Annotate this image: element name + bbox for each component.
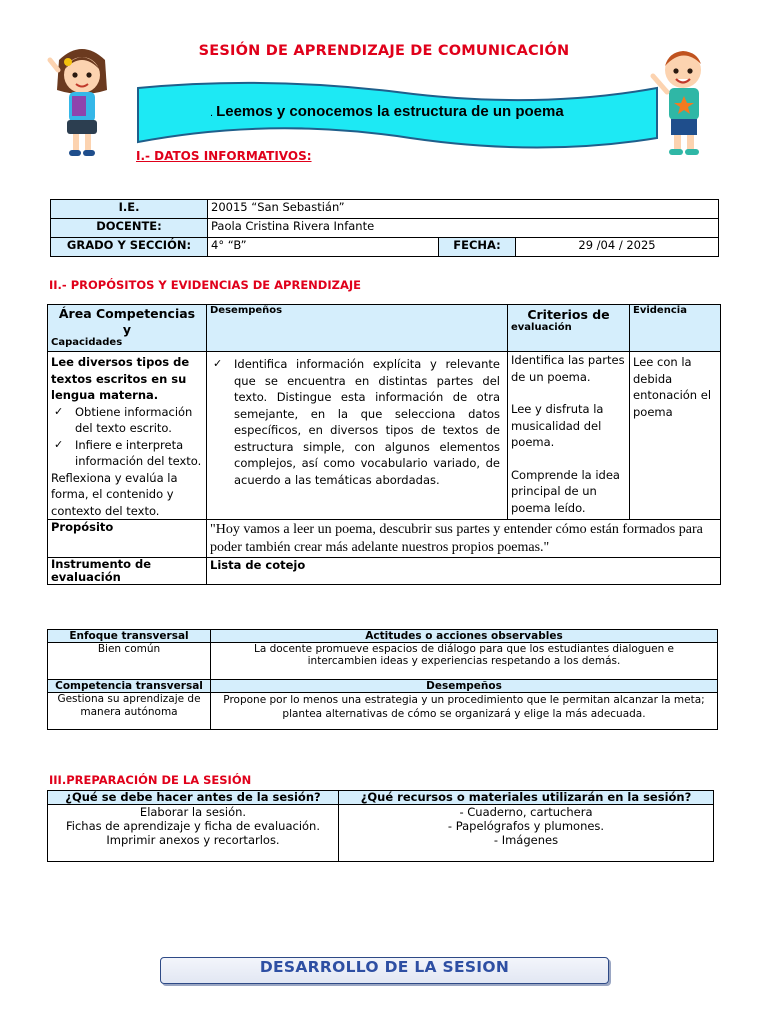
- preparacion-table: [47, 790, 714, 862]
- competencia-text: Lee diversos tipos de textos escritos en su lengua materna.: [51, 355, 190, 402]
- instrumento-value: Lista de cotejo: [207, 558, 721, 585]
- datos-table: [50, 199, 719, 257]
- criterio-item: Lee y disfruta la musicalidad del poema.: [511, 402, 604, 449]
- proposito-text: "Hoy vamos a leer un poema, descubrir sus partes y entender cómo están formados para poder también crear más adelante nuestros propios poemas.": [207, 520, 721, 558]
- instrumento-label: Instrumento de evaluación: [48, 558, 207, 585]
- page-title: SESIÓN DE APRENDIZAJE DE COMUNICACIÓN: [198, 43, 570, 59]
- list-item: ✓ Infiere e interpreta información del texto.: [51, 437, 203, 470]
- desarrollo-heading: DESARROLLO DE LA SESION: [259, 958, 510, 976]
- ie-value: 20015 “San Sebastián”: [208, 200, 719, 219]
- table-row: [48, 693, 718, 730]
- fecha-value: 29 /04 / 2025: [516, 238, 719, 257]
- criterios-header-line2: evaluación: [511, 322, 572, 333]
- table-row: [51, 238, 719, 257]
- table-row: [48, 643, 718, 680]
- criterios-header-line1: Criterios de: [527, 307, 610, 322]
- table-row: [48, 305, 721, 352]
- table-row: [48, 630, 718, 643]
- capacidades-cell: [48, 352, 207, 520]
- table-row: [51, 219, 719, 238]
- banner-dot: .: [210, 107, 214, 119]
- table-row: [48, 352, 721, 520]
- list-item: - Imágenes: [493, 833, 559, 847]
- area-header: [48, 305, 207, 352]
- competencia-transversal-value: Gestiona su aprendizaje de manera autónoma: [48, 693, 211, 730]
- desarrollo-heading-box: [160, 957, 609, 984]
- table-row: [48, 791, 714, 805]
- antes-cell: [48, 805, 339, 862]
- recursos-header: ¿Qué recursos o materiales utilizarán en la sesión?: [339, 791, 714, 805]
- capacidad-extra: Reflexiona y evalúa la forma, el contenido y contexto del texto.: [51, 470, 178, 518]
- list-item: Imprimir anexos y recortarlos.: [106, 833, 280, 847]
- list-item: ✓ Identifica información explícita y relevante que se encuentra en distintas partes del texto. Distingue esta información de otra semejante, en la que selecciona datos específicos, en diversos tipos de textos de estructura simple, con algunos elementos complejos, así como vocabulario variado, de acuerdo a las temáticas abordadas.: [210, 356, 504, 488]
- antes-header: ¿Qué se debe hacer antes de la sesión?: [48, 791, 339, 805]
- enfoque-table: [47, 629, 718, 730]
- section-datos-heading: I.- DATOS INFORMATIVOS:: [136, 149, 312, 163]
- ie-label: I.E.: [51, 200, 208, 219]
- competencia-transversal-header: Competencia transversal: [48, 680, 211, 693]
- desempenos-transversal-value: Propone por lo menos una estrategia y un procedimiento que le permitan alcanzar la meta; plantea alternativas de cómo se organizará y elige la más adecuada.: [211, 693, 718, 730]
- area-header-line3: Capacidades: [51, 337, 123, 348]
- fecha-label: FECHA:: [439, 238, 516, 257]
- desempeno-cell: [207, 352, 508, 520]
- area-header-line1: Área Competencias: [58, 306, 196, 321]
- section-propositos-heading: II.- PROPÓSITOS Y EVIDENCIAS DE APRENDIZAJE: [49, 278, 361, 292]
- criterio-item: Identifica las partes de un poema.: [511, 353, 625, 384]
- desempenos-transversal-header: Desempeños: [211, 680, 718, 693]
- recursos-cell: [339, 805, 714, 862]
- lesson-title: [210, 103, 564, 120]
- evidencia-cell: Lee con la debida entonación el poema: [630, 352, 721, 520]
- criterios-cell: [508, 352, 630, 520]
- list-item: ✓ Obtiene información del texto escrito.: [51, 404, 203, 437]
- table-row: [48, 805, 714, 862]
- docente-value: Paola Cristina Rivera Infante: [208, 219, 719, 238]
- grado-value: 4° “B”: [208, 238, 439, 257]
- girl-character: [45, 42, 120, 160]
- evidencia-header: Evidencia: [630, 305, 721, 352]
- table-row: [48, 680, 718, 693]
- enfoque-value: Bien común: [48, 643, 211, 680]
- propositos-table: [47, 304, 721, 585]
- section-preparacion-heading: III.PREPARACIÓN DE LA SESIÓN: [49, 773, 252, 787]
- actitudes-header: Actitudes o acciones observables: [211, 630, 718, 643]
- enfoque-header: Enfoque transversal: [48, 630, 211, 643]
- list-item: - Cuaderno, cartuchera: [459, 805, 593, 819]
- criterios-header: [508, 305, 630, 352]
- proposito-label: Propósito: [48, 520, 207, 558]
- lesson-title-text: Leemos y conocemos la estructura de un poema: [216, 103, 564, 120]
- area-header-line2: y: [122, 322, 132, 337]
- list-item: Elaborar la sesión.: [139, 805, 247, 819]
- grado-label: GRADO Y SECCIÓN:: [51, 238, 208, 257]
- list-item: - Papelógrafos y plumones.: [447, 819, 605, 833]
- criterio-item: Comprende la idea principal de un poema leído.: [511, 467, 620, 515]
- table-row: [48, 520, 721, 558]
- docente-label: DOCENTE:: [51, 219, 208, 238]
- desempeno-list: [210, 356, 504, 488]
- actitudes-value: La docente promueve espacios de diálogo para que los estudiantes dialoguen e intercambien ideas y experiencias respetando a los demás.: [211, 643, 718, 680]
- desempenos-header: Desempeños: [207, 305, 508, 352]
- table-row: [48, 558, 721, 585]
- list-item: Fichas de aprendizaje y ficha de evaluación.: [65, 819, 320, 833]
- capacidades-list: [51, 404, 203, 470]
- table-row: [51, 200, 719, 219]
